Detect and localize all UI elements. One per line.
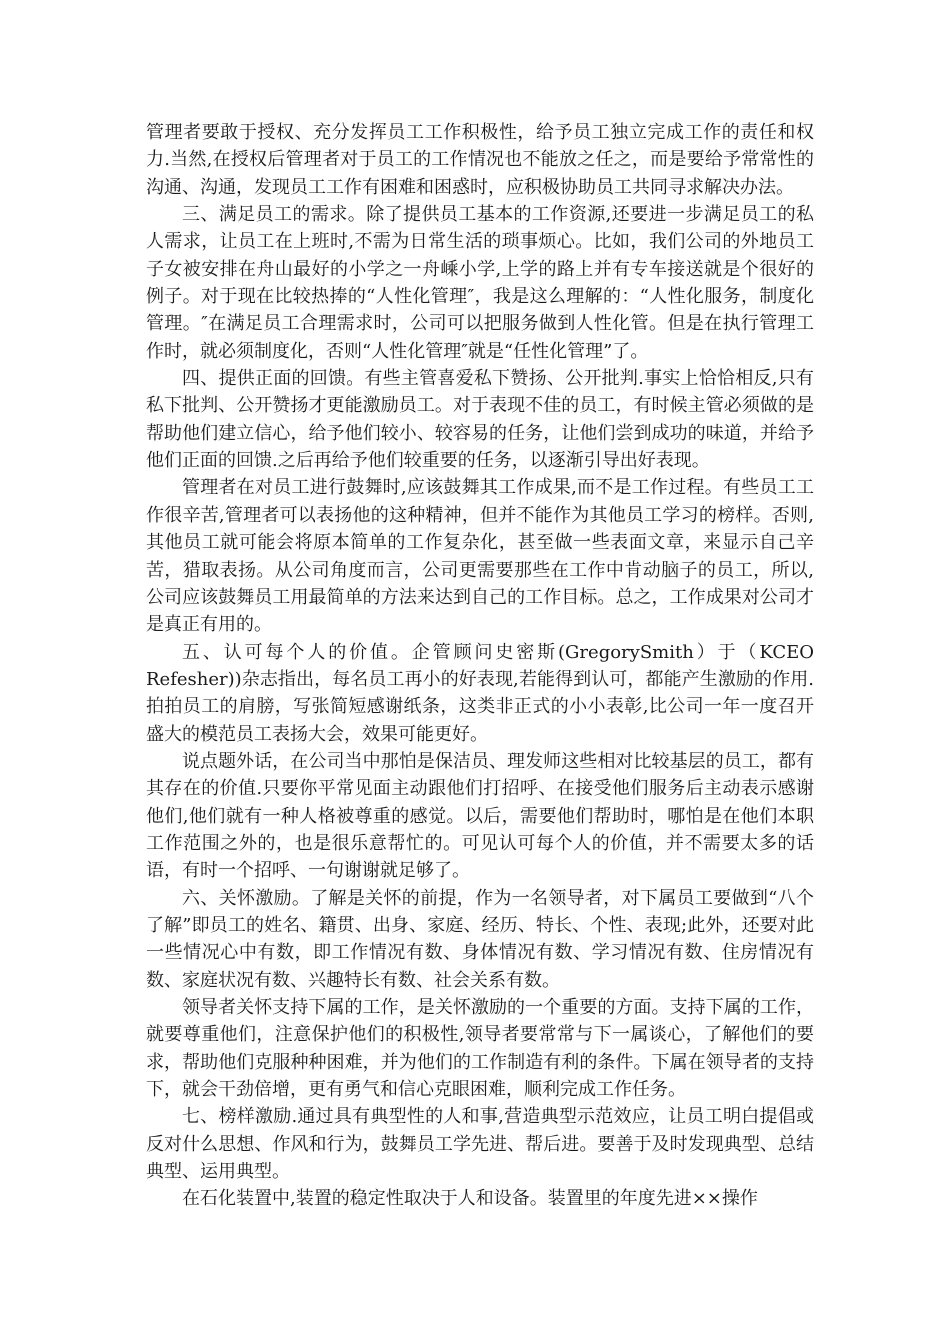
paragraph-petrochemical: 在石化装置中,装置的稳定性取决于人和设备。装置里的年度先进××操作 <box>182 1188 758 1210</box>
document-body <box>146 119 814 1213</box>
paragraph-encourage-results: 管理者在对员工进行鼓舞时,应该鼓舞其工作成果,而不是工作过程。有些员工工作很辛苦,管理者可以表扬他的这种精神，但并不能作为其他员工学习的榜样。否则,其他员工就可能会将原本简单的工作复杂化，甚至做一些表面文章，来显示自己辛苦，猎取表扬。从公司角度而言，公司更需要那些在工作中肯动脑子的员工，所以,公司应该鼓舞员工用最简单的方法来达到自己的工作目标。总之，工作成果对公司才是真正有用的。 <box>146 477 814 636</box>
paragraph-role-model: 七、榜样激励.通过具有典型性的人和事,营造典型示范效应，让员工明白提倡或反对什么思想、作风和行为，鼓舞员工学先进、帮后进。要善于及时发现典型、总结典型、运用典型。 <box>146 1106 814 1183</box>
paragraph-positive-feedback: 四、提供正面的回馈。有些主管喜爱私下赞扬、公开批判.事实上恰恰相反,只有私下批判、公开赞扬才更能激励员工。对于表现不佳的员工，有时候主管必须做的是帮助他们建立信心，给予他们较小、较容易的任务，让他们尝到成功的味道，并给予他们正面的回馈.之后再给予他们较重要的任务，以逐渐引导出好表现。 <box>146 368 814 472</box>
paragraph-aside: 说点题外话，在公司当中那怕是保洁员、理发师这些相对比较基层的员工，都有其存在的价值.只要你平常见面主动跟他们打招呼、在接受他们服务后主动表示感谢他们,他们就有一种人格被尊重的感觉。以后，需要他们帮助时，哪怕是在他们本职工作范围之外的，也是很乐意帮忙的。可见认可每个人的价值，并不需要太多的话语，有时一个招呼、一句谢谢就足够了。 <box>146 750 814 882</box>
paragraph-authorization: 管理者要敢于授权、充分发挥员工工作积极性，给予员工独立完成工作的责任和权力.当然,在授权后管理者对于员工的工作情况也不能放之任之，而是要给予常常性的沟通、沟通，发现员工工作有困难和困惑时，应积极协助员工共同寻求解决办法。 <box>146 122 814 198</box>
paragraph-care-incentive: 六、关怀激励。了解是关怀的前提，作为一名领导者，对下属员工要做到“八个了解”即员工的姓名、籍贯、出身、家庭、经历、特长、个性、表现;此外，还要对此一些情况心中有数，即工作情况有数、身体情况有数、学习情况有数、住房情况有数、家庭状况有数、兴趣特长有数、社会关系有数。 <box>146 887 814 991</box>
paragraph-leader-support: 领导者关怀支持下属的工作，是关怀激励的一个重要的方面。支持下属的工作，就要尊重他们，注意保护他们的积极性,领导者要常常与下一属谈心，了解他们的要求，帮助他们克服种种困难，并为他们的工作制造有利的条件。下属在领导者的支持下，就会干劲倍增，更有勇气和信心克眼困难，顺利完成工作任务。 <box>146 997 814 1101</box>
paragraph-meet-needs: 三、满足员工的需求。除了提供员工基本的工作资源,还要进一步满足员工的私人需求，让员工在上班时,不需为日常生活的琐事烦心。比如，我们公司的外地员工子女被安排在舟山最好的小学之一舟嵊小学,上学的路上并有专车接送就是个很好的例子。对于现在比较热捧的“人性化管理″，我是这么理解的：“人性化服务，制度化管理。″在满足员工合理需求时，公司可以把服务做到人性化管。但是在执行管理工作时，就必须制度化，否则“人性化管理″就是“任性化管理”了。 <box>146 204 814 362</box>
paragraph-recognize-value: 五、认可每个人的价值。企管顾问史密斯(GregorySmith）于（KCEO Refesher))杂志指出，每名员工再小的好表现,若能得到认可，都能产生激励的作用.拍拍员工的肩膀，写张简短感谢纸条，这类非正式的小小表彰,比公司一年一度召开盛大的模范员工表扬大会，效果可能更好。 <box>146 641 814 745</box>
